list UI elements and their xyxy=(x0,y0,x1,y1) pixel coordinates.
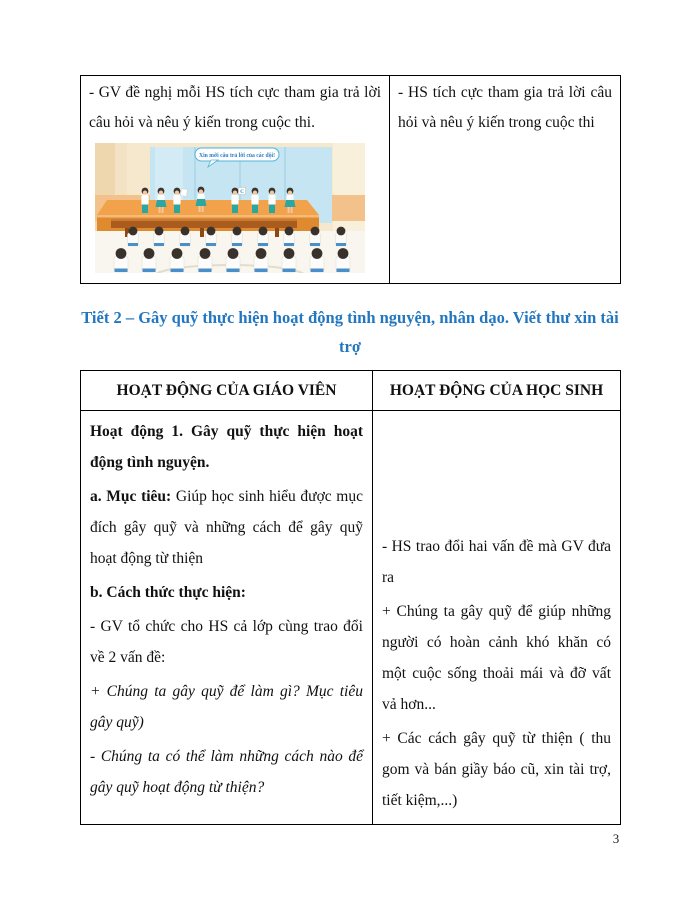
student-response-2: + Chúng ta gây quỹ để giúp những người có hoàn cảnh khó khăn có một cuộc sống thoải mái và đỡ vất vả hơn... xyxy=(382,603,611,713)
student-activity-cell xyxy=(373,411,621,825)
activity-table-top xyxy=(80,75,621,284)
question-2: - Chúng ta có thể làm những cách nào để gây quỹ hoạt động từ thiện? xyxy=(90,748,363,796)
page-content xyxy=(80,75,620,825)
question-1: + Chúng ta gây quỹ để làm gì? Mục tiêu gây quỹ) xyxy=(90,683,363,731)
student-response-1: - HS trao đổi hai vấn đề mà GV đưa ra xyxy=(382,538,611,586)
objective-text: Giúp học sinh hiểu được mục đích gây quỹ và những cách để gây quỹ hoạt động từ thiện xyxy=(90,488,363,567)
audience-front-row xyxy=(114,248,350,272)
table-header-row xyxy=(81,371,621,411)
classroom-illustration xyxy=(95,143,365,273)
section-heading-line2: trợ xyxy=(339,337,361,356)
speech-bubble-text: Xin mời câu trả lời của các đội! xyxy=(199,153,275,159)
student-response-3: + Các cách gây quỹ từ thiện ( thu gom và bán giầy báo cũ, xin tài trợ, tiết kiệm,...) xyxy=(382,730,611,809)
student-column-header: HOẠT ĐỘNG CỦA HỌC SINH xyxy=(373,371,621,411)
objective-label: a. Mục tiêu: xyxy=(90,488,172,505)
section-heading xyxy=(80,303,620,361)
audience-rear-row xyxy=(128,227,347,246)
answer-card-label: C xyxy=(240,190,244,196)
table-body-row xyxy=(81,411,621,825)
teacher-activity-cell-top xyxy=(81,76,390,284)
student-activity-text: - HS tích cực tham gia trả lời câu hỏi và nêu ý kiến trong cuộc thi xyxy=(398,84,612,131)
student-activity-cell-top xyxy=(390,76,621,284)
objective-paragraph xyxy=(90,481,363,574)
table-row xyxy=(81,76,621,284)
activity-title: Hoạt động 1. Gây quỹ thực hiện hoạt động tình nguyện. xyxy=(90,423,363,471)
teacher-activity-text: - GV đề nghị mỗi HS tích cực tham gia trả lời câu hỏi và nêu ý kiến trong cuộc thi. xyxy=(89,84,381,131)
teacher-activity-cell xyxy=(81,411,373,825)
teacher-column-header: HOẠT ĐỘNG CỦA GIÁO VIÊN xyxy=(81,371,373,411)
page-number: 3 xyxy=(612,831,620,846)
activity-table-main xyxy=(80,370,621,825)
answer-card xyxy=(239,188,246,196)
method-step: - GV tổ chức cho HS cả lớp cùng trao đổi về 2 vấn đề: xyxy=(90,618,363,666)
method-label: b. Cách thức thực hiện: xyxy=(90,584,246,601)
section-heading-line1: Tiết 2 – Gây quỹ thực hiện hoạt động tình nguyện, nhân dạo. Viết thư xin tài xyxy=(81,308,619,327)
